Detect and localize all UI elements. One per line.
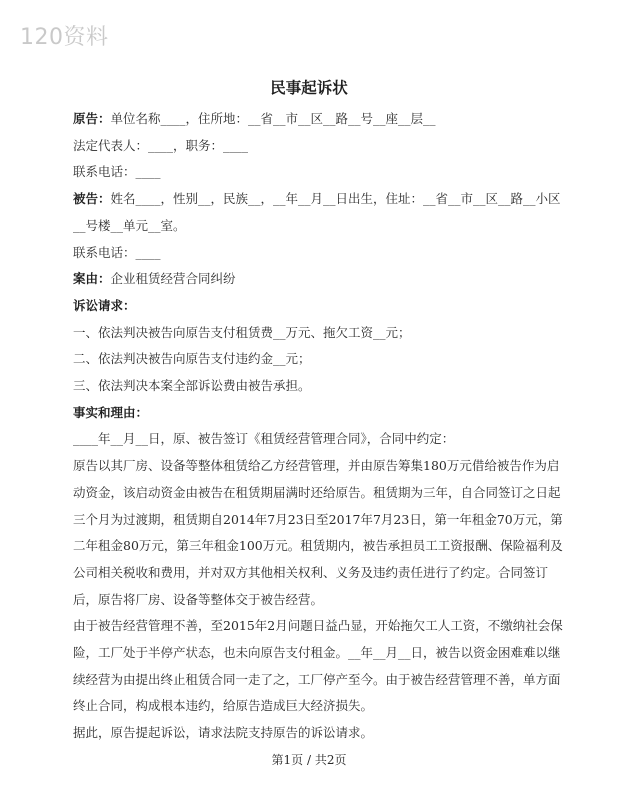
- document-title: 民事起诉状: [270, 78, 348, 97]
- defendant-line-1: [73, 186, 563, 239]
- facts-paragraph: 原告以其厂房、设备等整体租赁给乙方经营管理，并由原告筹集180万元借给被告作为启动资金，该启动资金由被告在租赁期届满时还给原告。租赁期为三年，自合同签订之日起三个月为过渡期，租赁期自2014年7月23日至2017年7月23日，第一年租金70万元，第二年租金80万元，第三年租金100万元。租赁期内，被告承担员工工资报酬、保险福利及公司相关税收和费用，并对双方其他相关权利、义务及违约责任进行了约定。合同签订后，原告将厂房、设备等整体交于被告经营。: [73, 458, 563, 607]
- page-number: 第1页 / 共2页: [271, 753, 347, 767]
- claims-heading: 诉讼请求：: [73, 297, 136, 313]
- defendant-label: 被告：: [73, 191, 111, 207]
- facts-paragraph: 据此，原告提起诉讼，请求法院支持原告的诉讼请求。: [73, 725, 374, 741]
- plaintiff-label: 原告：: [73, 111, 111, 126]
- facts-heading: 事实和理由：: [73, 404, 149, 420]
- plaintiff-info: 单位名称____，住所地：__省__市__区__路__号__座__层__: [110, 111, 436, 126]
- cause-text: 企业租赁经营合同纠纷: [110, 271, 236, 287]
- plaintiff-line-1: [73, 106, 563, 133]
- claim-item: 二、依法判决被告向原告支付违约金__元；: [73, 351, 311, 367]
- facts-paragraph: 由于被告经营管理不善，至2015年2月问题日益凸显，开始拖欠工人工资，不缴纳社会保险，工厂处于半停产状态，也未向原告支付租金。__年__月__日，被告以资金困难难以继续经营为由提出终止租赁合同一走了之，工厂停产至今。由于被告经营管理不善，单方面终止合同，构成根本违约，给原告造成巨大经济损失。: [73, 618, 563, 714]
- defendant-phone: 联系电话：____: [73, 244, 161, 260]
- plaintiff-phone: 联系电话：____: [73, 164, 161, 180]
- cause-label: 案由：: [73, 271, 111, 287]
- cause-line: [73, 266, 563, 293]
- plaintiff-legal-rep: 法定代表人：____，职务：____: [73, 137, 249, 153]
- watermark-logo: 120资料: [20, 25, 109, 50]
- document-body: [73, 106, 563, 747]
- defendant-info: 姓名____，性别__，民族__，__年__月__日出生，住址：__省__市__区__路__小区__号楼__单元__室。: [73, 191, 561, 233]
- claim-item: 三、依法判决本案全部诉讼费由被告承担。: [73, 378, 311, 394]
- facts-paragraph: ____年__月__日，原、被告签订《租赁经营管理合同》，合同中约定：: [73, 431, 455, 447]
- claim-item: 一、依法判决被告向原告支付租赁费__万元、拖欠工资__元；: [73, 324, 411, 340]
